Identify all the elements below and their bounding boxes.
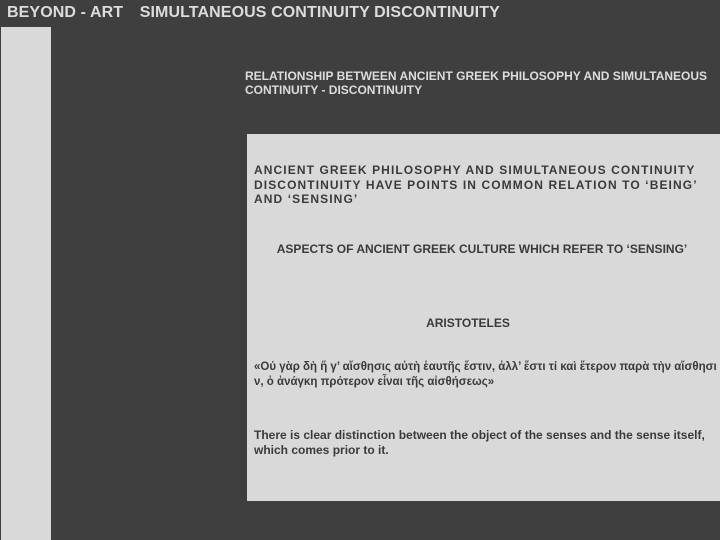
content-panel [247, 134, 720, 501]
section-title: ASPECTS OF ANCIENT GREEK CULTURE WHICH REFER TO ‘SENSING’ [276, 242, 688, 256]
quote-explanation: There is clear distinction between the object of the senses and the sense itself, which comes prior to it. [254, 428, 705, 457]
greek-quote: «Ού γὰρ δὴ ἥ γ’ αἴσθησις αὐτὴ ἑαυτῆς ἔστιν, ἀλλ’ ἔστι τί καὶ ἕτερον παρὰ τὴν αἴσθησιν, ὁ ἀνάγκη πρότερον εἶναι τῆς αἰσθήσεως» [254, 361, 717, 388]
site-header [7, 4, 500, 24]
author-name: ARISTOTELES [426, 316, 510, 330]
site-name[interactable]: BEYOND - ART [7, 4, 124, 21]
intro-text: ANCIENT GREEK PHILOSOPHY AND SIMULTANEOUS CONTINUITY DISCONTINUITY HAVE POINTS IN COMMON RELATION TO ‘BEING’ AND ‘SENSING’ [254, 163, 697, 206]
left-sidebar [1, 27, 51, 540]
page-heading: RELATIONSHIP BETWEEN ANCIENT GREEK PHILOSOPHY AND SIMULTANEOUS CONTINUITY - DISCONTINUITY [245, 69, 708, 97]
section-name[interactable]: SIMULTANEOUS CONTINUITY DISCONTINUITY [139, 4, 500, 21]
